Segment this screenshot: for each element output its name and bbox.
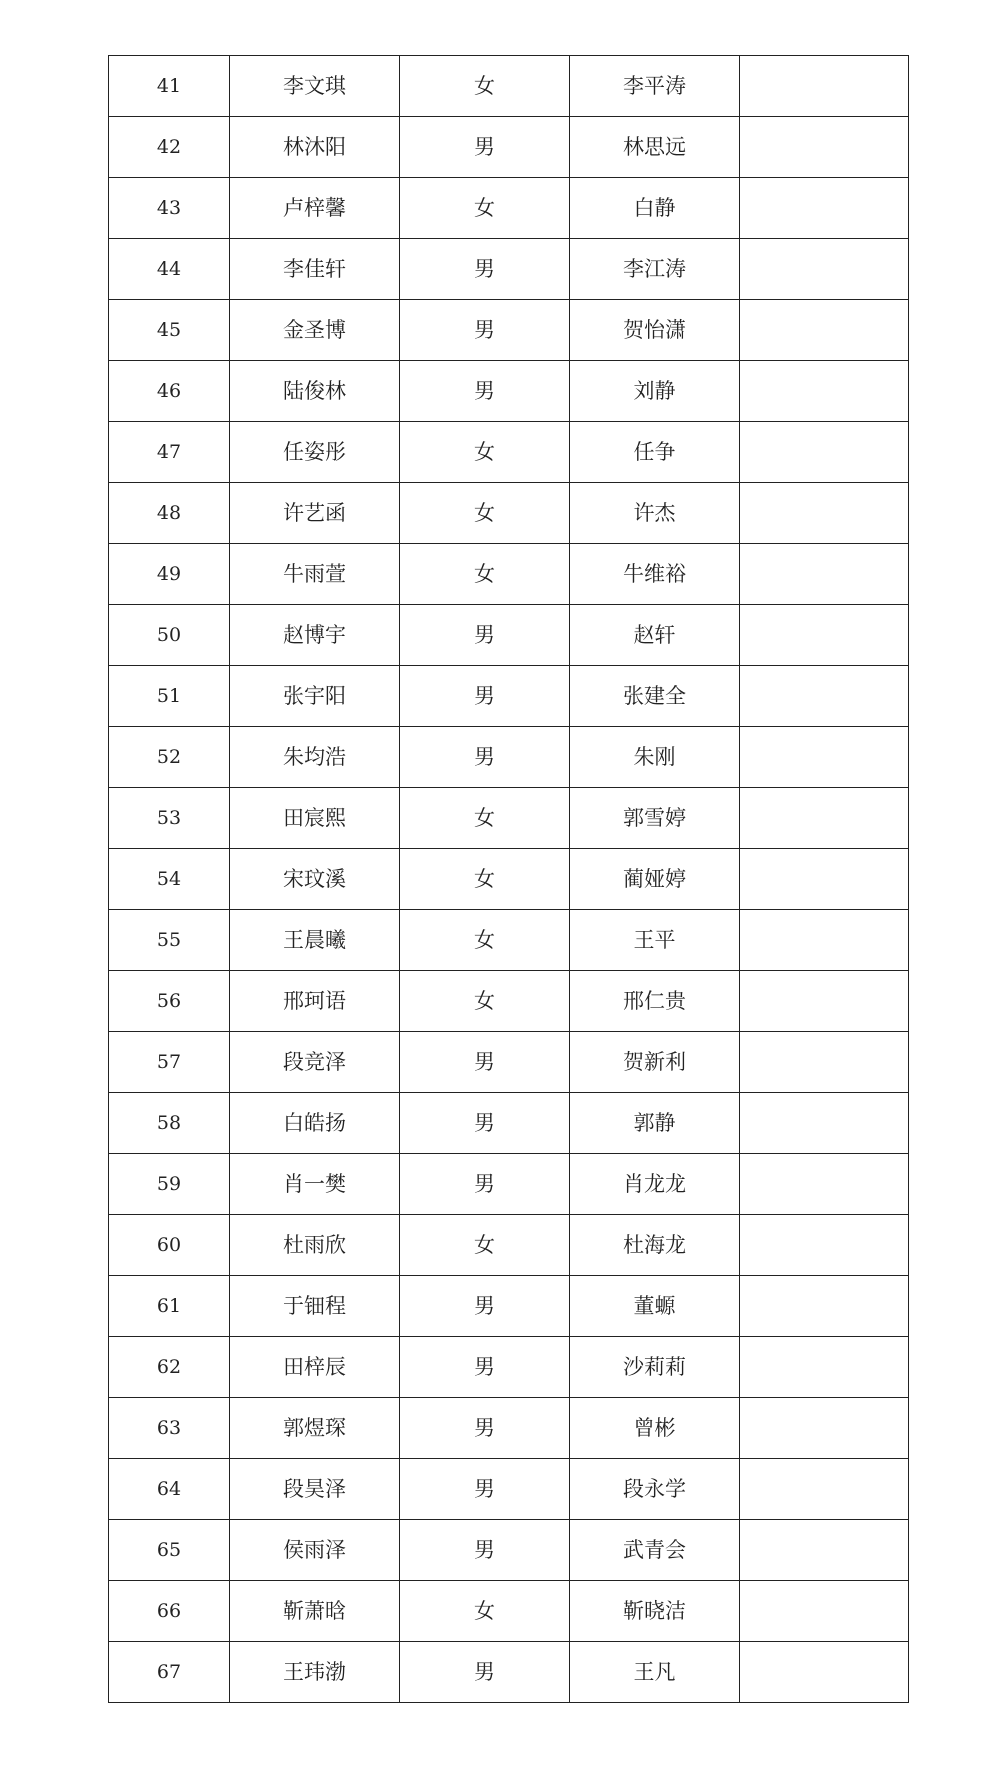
gender-cell: 男 [400,1642,570,1703]
table-row [109,910,909,971]
note-cell [740,1276,909,1337]
note-cell [740,1642,909,1703]
note-cell [740,727,909,788]
roster-body [109,56,909,1703]
table-row [109,1459,909,1520]
gender-cell: 女 [400,849,570,910]
guardian-name-cell: 牛维裕 [570,544,740,605]
gender-cell: 男 [400,1154,570,1215]
student-name-cell: 郭煜琛 [230,1398,400,1459]
note-cell [740,1398,909,1459]
row-number-cell: 62 [109,1337,230,1398]
row-number-cell: 58 [109,1093,230,1154]
row-number-cell: 46 [109,361,230,422]
student-name-cell: 田宸熙 [230,788,400,849]
note-cell [740,117,909,178]
table-row [109,1520,909,1581]
table-row [109,1093,909,1154]
note-cell [740,544,909,605]
row-number-cell: 44 [109,239,230,300]
student-name-cell: 邢珂语 [230,971,400,1032]
student-name-cell: 段昊泽 [230,1459,400,1520]
row-number-cell: 60 [109,1215,230,1276]
row-number-cell: 64 [109,1459,230,1520]
gender-cell: 男 [400,727,570,788]
row-number-cell: 50 [109,605,230,666]
note-cell [740,1459,909,1520]
row-number-cell: 52 [109,727,230,788]
student-name-cell: 宋玟溪 [230,849,400,910]
student-name-cell: 侯雨泽 [230,1520,400,1581]
student-name-cell: 王晨曦 [230,910,400,971]
gender-cell: 女 [400,1581,570,1642]
note-cell [740,300,909,361]
note-cell [740,788,909,849]
student-name-cell: 靳萧晗 [230,1581,400,1642]
guardian-name-cell: 刘静 [570,361,740,422]
table-row [109,1154,909,1215]
row-number-cell: 43 [109,178,230,239]
note-cell [740,239,909,300]
guardian-name-cell: 董螈 [570,1276,740,1337]
table-row [109,971,909,1032]
row-number-cell: 53 [109,788,230,849]
guardian-name-cell: 许杰 [570,483,740,544]
guardian-name-cell: 蔺娅婷 [570,849,740,910]
table-row [109,422,909,483]
student-name-cell: 卢梓馨 [230,178,400,239]
student-name-cell: 许艺函 [230,483,400,544]
gender-cell: 男 [400,666,570,727]
guardian-name-cell: 林思远 [570,117,740,178]
guardian-name-cell: 杜海龙 [570,1215,740,1276]
row-number-cell: 47 [109,422,230,483]
guardian-name-cell: 贺新利 [570,1032,740,1093]
gender-cell: 女 [400,1215,570,1276]
gender-cell: 男 [400,1093,570,1154]
student-name-cell: 王玮渤 [230,1642,400,1703]
student-name-cell: 白皓扬 [230,1093,400,1154]
gender-cell: 男 [400,1337,570,1398]
gender-cell: 男 [400,1276,570,1337]
guardian-name-cell: 肖龙龙 [570,1154,740,1215]
table-row [109,727,909,788]
row-number-cell: 59 [109,1154,230,1215]
student-name-cell: 李文琪 [230,56,400,117]
student-roster-table [108,55,909,1703]
row-number-cell: 61 [109,1276,230,1337]
row-number-cell: 48 [109,483,230,544]
row-number-cell: 45 [109,300,230,361]
guardian-name-cell: 贺怡潇 [570,300,740,361]
note-cell [740,422,909,483]
gender-cell: 女 [400,971,570,1032]
guardian-name-cell: 武青会 [570,1520,740,1581]
guardian-name-cell: 朱刚 [570,727,740,788]
guardian-name-cell: 任争 [570,422,740,483]
guardian-name-cell: 李江涛 [570,239,740,300]
note-cell [740,1093,909,1154]
student-name-cell: 田梓辰 [230,1337,400,1398]
note-cell [740,483,909,544]
note-cell [740,1520,909,1581]
gender-cell: 女 [400,178,570,239]
note-cell [740,605,909,666]
table-row [109,788,909,849]
student-name-cell: 牛雨萱 [230,544,400,605]
gender-cell: 女 [400,483,570,544]
row-number-cell: 56 [109,971,230,1032]
gender-cell: 男 [400,117,570,178]
student-name-cell: 于钿程 [230,1276,400,1337]
gender-cell: 男 [400,1459,570,1520]
student-name-cell: 金圣博 [230,300,400,361]
table-row [109,361,909,422]
gender-cell: 男 [400,1032,570,1093]
table-row [109,1642,909,1703]
table-row [109,1215,909,1276]
table-row [109,239,909,300]
student-name-cell: 陆俊林 [230,361,400,422]
gender-cell: 男 [400,1520,570,1581]
note-cell [740,971,909,1032]
student-name-cell: 朱均浩 [230,727,400,788]
note-cell [740,1154,909,1215]
student-name-cell: 杜雨欣 [230,1215,400,1276]
note-cell [740,1581,909,1642]
note-cell [740,178,909,239]
table-row [109,1276,909,1337]
table-row [109,605,909,666]
note-cell [740,1215,909,1276]
guardian-name-cell: 李平涛 [570,56,740,117]
note-cell [740,1032,909,1093]
gender-cell: 男 [400,361,570,422]
gender-cell: 女 [400,788,570,849]
row-number-cell: 49 [109,544,230,605]
gender-cell: 女 [400,56,570,117]
row-number-cell: 51 [109,666,230,727]
note-cell [740,361,909,422]
row-number-cell: 66 [109,1581,230,1642]
row-number-cell: 57 [109,1032,230,1093]
gender-cell: 男 [400,1398,570,1459]
student-name-cell: 林沐阳 [230,117,400,178]
guardian-name-cell: 白静 [570,178,740,239]
table-row [109,849,909,910]
guardian-name-cell: 郭静 [570,1093,740,1154]
student-name-cell: 张宇阳 [230,666,400,727]
gender-cell: 女 [400,910,570,971]
guardian-name-cell: 张建全 [570,666,740,727]
guardian-name-cell: 郭雪婷 [570,788,740,849]
guardian-name-cell: 沙莉莉 [570,1337,740,1398]
table-row [109,483,909,544]
row-number-cell: 42 [109,117,230,178]
guardian-name-cell: 王平 [570,910,740,971]
student-name-cell: 肖一樊 [230,1154,400,1215]
table-row [109,178,909,239]
gender-cell: 男 [400,239,570,300]
guardian-name-cell: 曾彬 [570,1398,740,1459]
row-number-cell: 41 [109,56,230,117]
table-row [109,117,909,178]
student-name-cell: 赵博宇 [230,605,400,666]
gender-cell: 女 [400,422,570,483]
table-row [109,666,909,727]
gender-cell: 女 [400,544,570,605]
table-row [109,1581,909,1642]
guardian-name-cell: 王凡 [570,1642,740,1703]
table-row [109,1337,909,1398]
guardian-name-cell: 赵轩 [570,605,740,666]
guardian-name-cell: 邢仁贵 [570,971,740,1032]
table-row [109,300,909,361]
row-number-cell: 63 [109,1398,230,1459]
note-cell [740,849,909,910]
table-row [109,1398,909,1459]
table-row [109,1032,909,1093]
note-cell [740,1337,909,1398]
note-cell [740,910,909,971]
gender-cell: 男 [400,605,570,666]
guardian-name-cell: 靳晓洁 [570,1581,740,1642]
row-number-cell: 55 [109,910,230,971]
note-cell [740,666,909,727]
student-name-cell: 李佳轩 [230,239,400,300]
row-number-cell: 54 [109,849,230,910]
gender-cell: 男 [400,300,570,361]
guardian-name-cell: 段永学 [570,1459,740,1520]
student-name-cell: 段竞泽 [230,1032,400,1093]
table-row [109,544,909,605]
student-name-cell: 任姿彤 [230,422,400,483]
row-number-cell: 67 [109,1642,230,1703]
row-number-cell: 65 [109,1520,230,1581]
table-row [109,56,909,117]
note-cell [740,56,909,117]
